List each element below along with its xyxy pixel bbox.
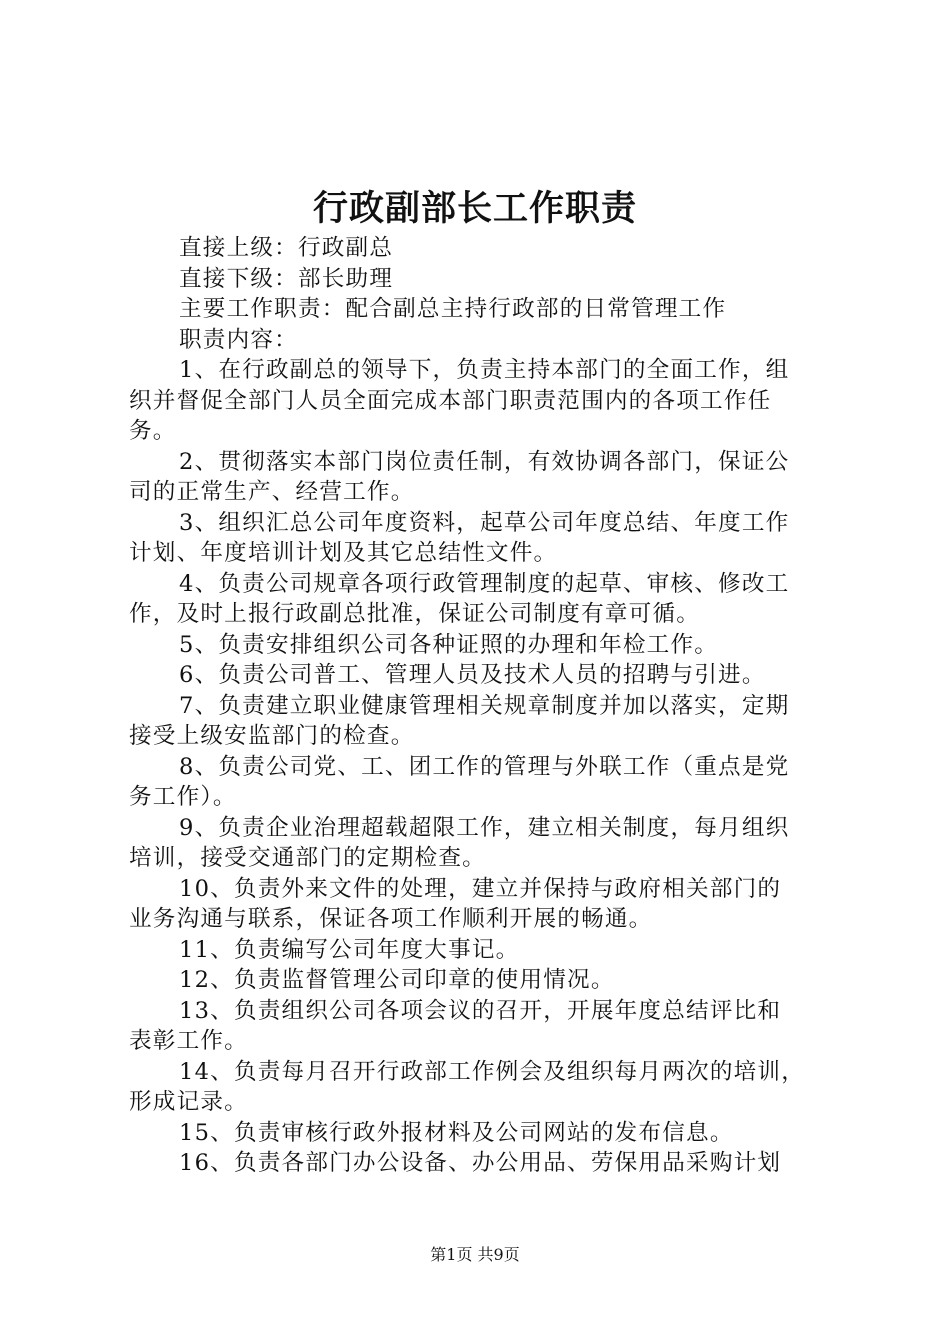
text-line: 4、负责公司规章各项行政管理制度的起草、审核、修改工 [179,570,790,597]
text-line: 3、组织汇总公司年度资料，起草公司年度总结、年度工作 [179,509,790,536]
text-line: 务工作）。 [129,784,237,810]
page-number: 第1页 共9页 [430,1245,520,1264]
text-line: 15、负责审核行政外报材料及公司网站的发布信息。 [179,1119,734,1146]
text-line: 职责内容： [179,326,298,353]
document-body [129,233,831,1179]
text-line: 13、负责组织公司各项会议的召开，开展年度总结评比和 [179,997,782,1024]
text-line: 5、负责安排组织公司各种证照的办理和年检工作。 [179,631,719,658]
text-line: 8、负责公司党、工、团工作的管理与外联工作（重点是党 [179,753,790,780]
text-line: 培训，接受交通部门的定期检查。 [129,845,486,871]
text-line: 直接上级：行政副总 [179,235,394,261]
text-line: 织并督促全部门人员全面完成本部门职责范围内的各项工作任 [129,387,772,414]
text-line: 7、负责建立职业健康管理相关规章制度并加以落实，定期 [179,692,790,719]
text-line: 14、负责每月召开行政部工作例会及组织每月两次的培训， [179,1058,805,1085]
text-line: 12、负责监督管理公司印章的使用情况。 [179,967,615,993]
text-line: 6、负责公司普工、管理人员及技术人员的招聘与引进。 [179,662,766,688]
text-line: 2、贯彻落实本部门岗位责任制，有效协调各部门，保证公 [179,448,790,475]
text-line: 10、负责外来文件的处理，建立并保持与政府相关部门的 [179,875,782,902]
text-line: 表彰工作。 [129,1028,248,1054]
text-line: 计划、年度培训计划及其它总结性文件。 [129,540,558,566]
text-line: 作，及时上报行政副总批准，保证公司制度有章可循。 [129,601,701,627]
text-line: 16、负责各部门办公设备、办公用品、劳保用品采购计划 [179,1150,782,1176]
document-title: 行政副部长工作职责 [312,188,637,229]
text-line: 司的正常生产、经营工作。 [129,479,415,505]
text-line: 业务沟通与联系，保证各项工作顺利开展的畅通。 [129,906,653,932]
text-line: 主要工作职责：配合副总主持行政部的日常管理工作 [179,296,727,322]
text-line: 9、负责企业治理超载超限工作，建立相关制度，每月组织 [179,814,790,841]
text-line: 务。 [129,418,177,444]
text-line: 1、在行政副总的领导下，负责主持本部门的全面工作，组 [179,357,790,383]
text-line: 接受上级安监部门的检查。 [129,723,415,749]
text-line: 直接下级：部长助理 [179,265,394,292]
text-line: 形成记录。 [129,1089,248,1115]
text-line: 11、负责编写公司年度大事记。 [179,936,520,963]
